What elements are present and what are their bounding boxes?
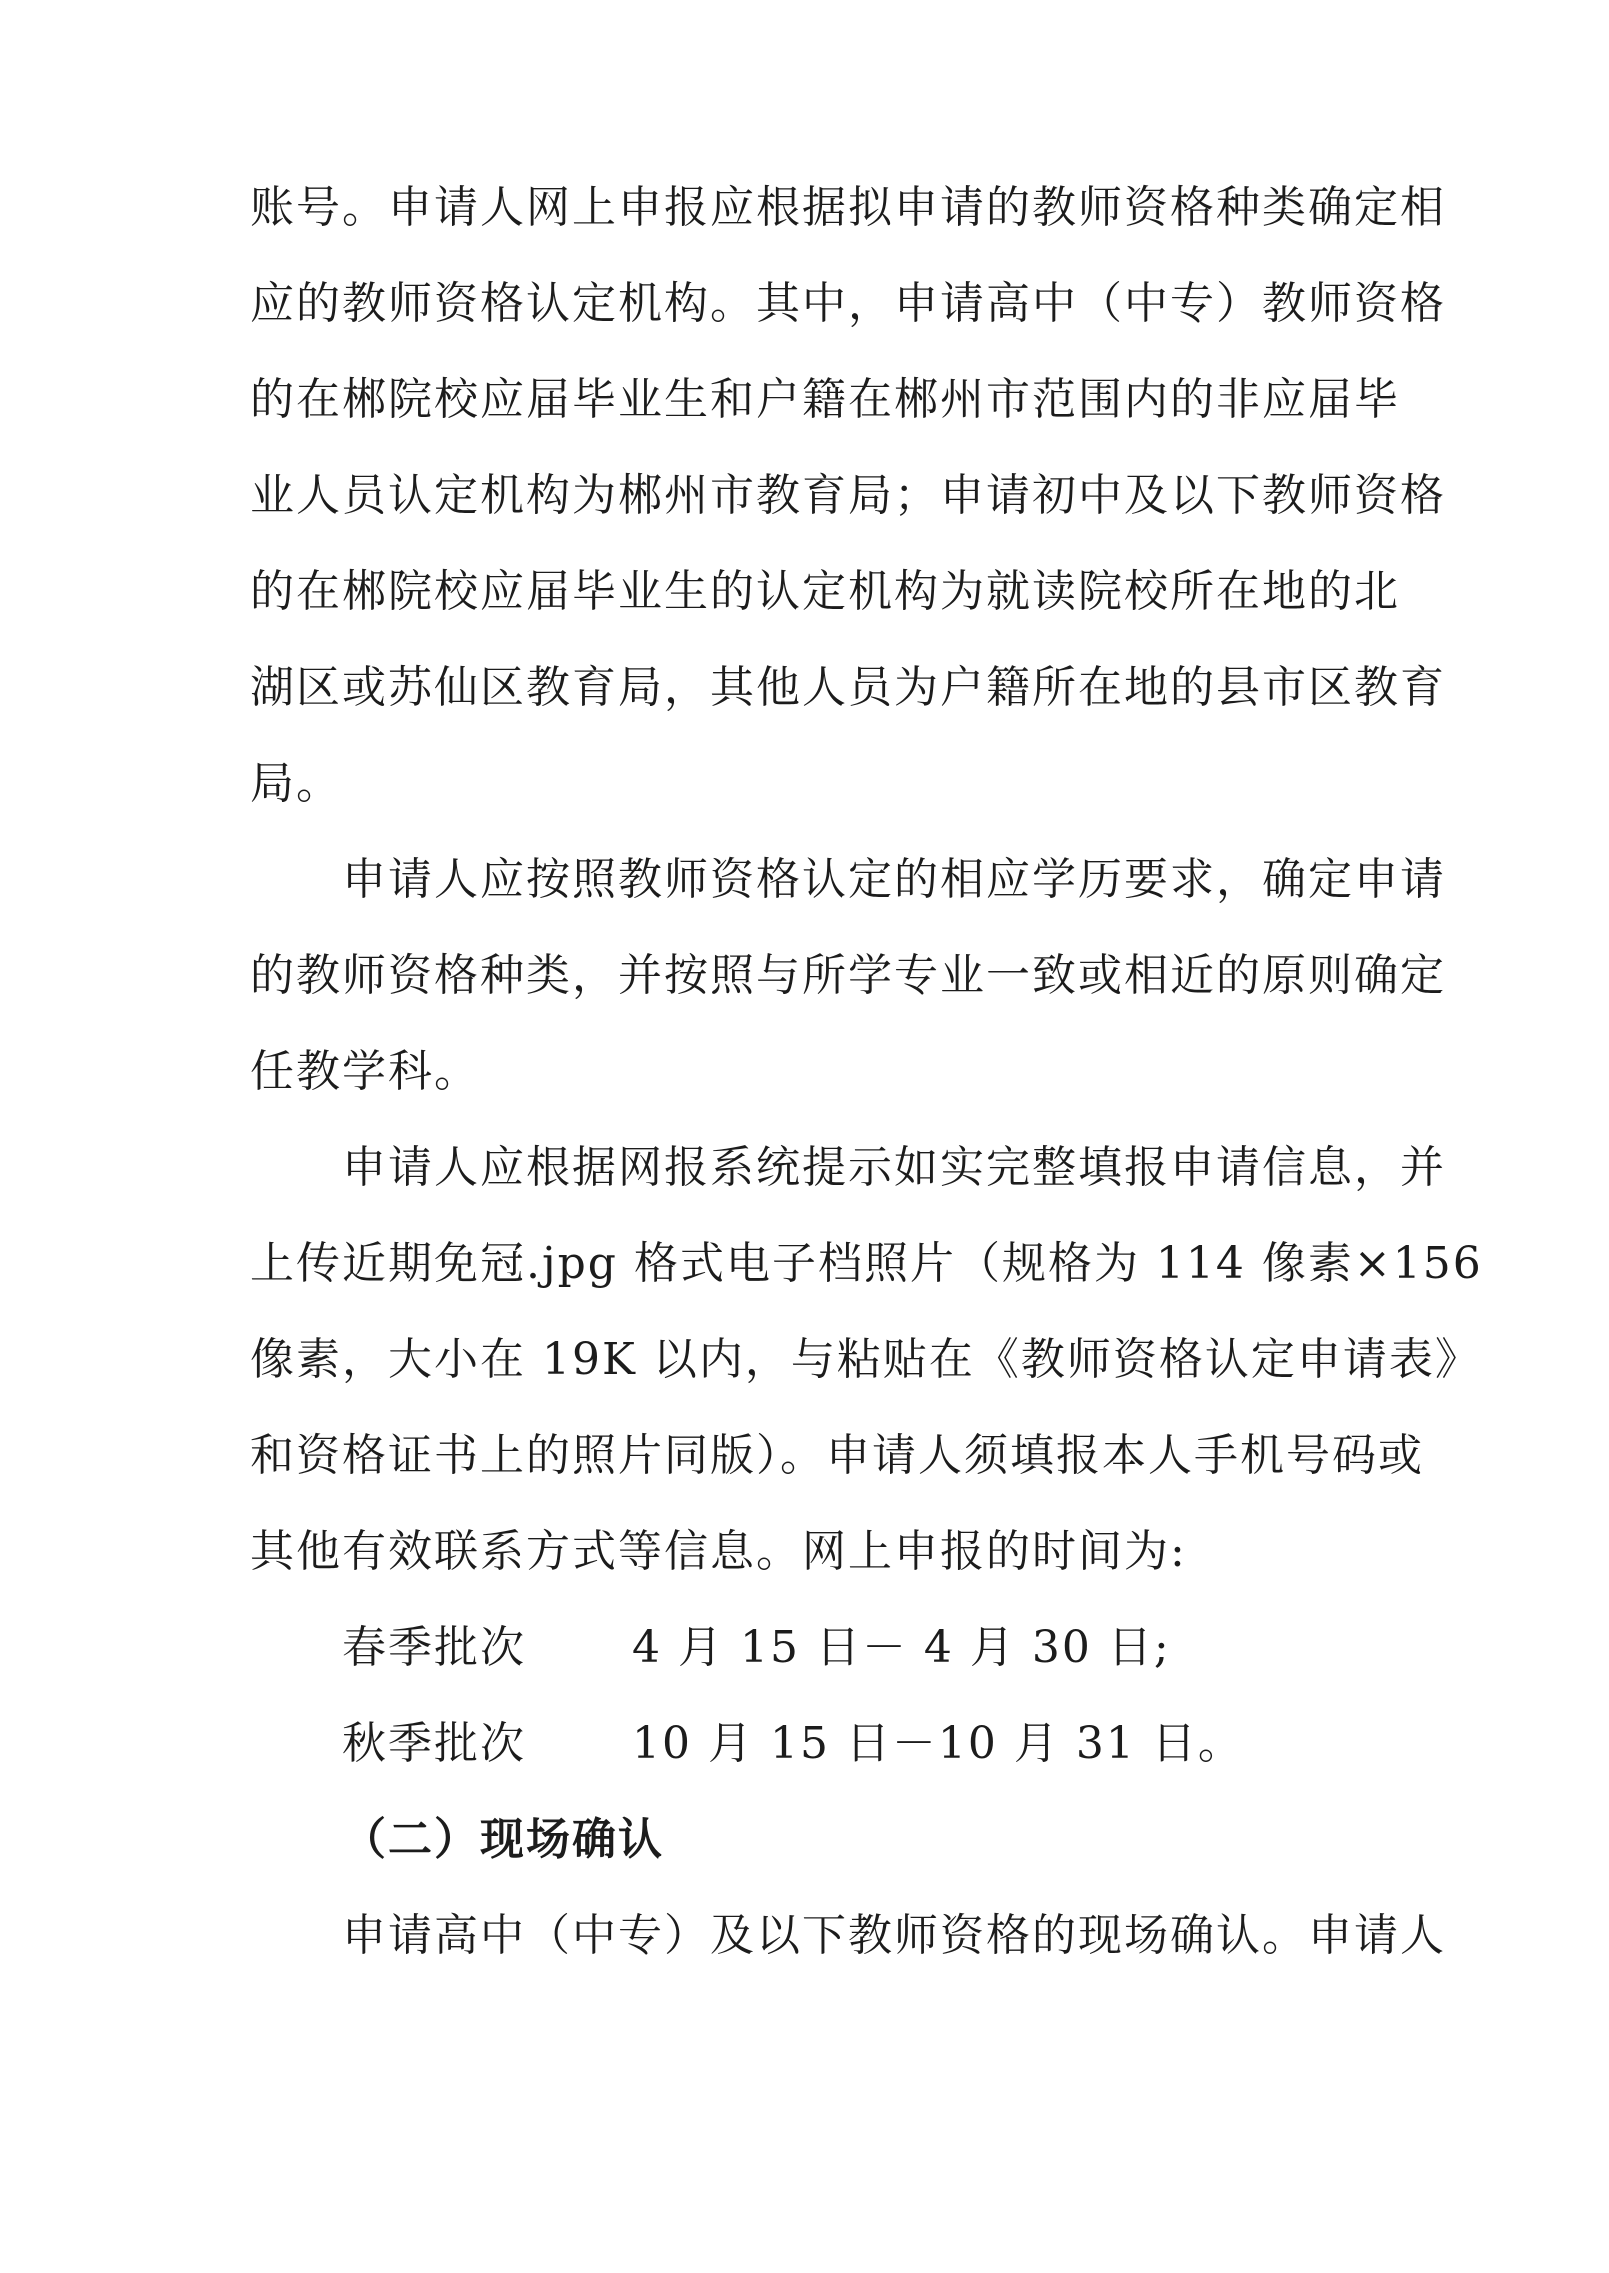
schedule-label: 秋季批次	[342, 1718, 526, 1769]
schedule-label: 春季批次	[342, 1622, 526, 1673]
paragraph-line: 像素，大小在 19K 以内，与粘贴在《教师资格认定申请表》	[250, 1334, 1481, 1385]
schedule-dates: 10 月 15 日－10 月 31 日。	[632, 1718, 1244, 1769]
schedule-dates: 4 月 15 日－ 4 月 30 日;	[632, 1622, 1171, 1673]
section-heading: （二）现场确认	[342, 1814, 664, 1865]
paragraph-line: 湖区或苏仙区教育局，其他人员为户籍所在地的县市区教育	[250, 662, 1446, 713]
schedule-row	[342, 1600, 1242, 1696]
paragraph-line: 的教师资格种类，并按照与所学专业一致或相近的原则确定	[250, 950, 1446, 1001]
paragraph-line: 申请人应根据网报系统提示如实完整填报申请信息，并	[342, 1142, 1446, 1193]
paragraph-line: 申请高中（中专）及以下教师资格的现场确认。申请人	[342, 1910, 1446, 1961]
paragraph-line: 业人员认定机构为郴州市教育局；申请初中及以下教师资格	[250, 470, 1446, 521]
paragraph-line: 任教学科。	[250, 1046, 480, 1097]
paragraph-line: 的在郴院校应届毕业生和户籍在郴州市范围内的非应届毕	[250, 374, 1400, 425]
paragraph-line: 的在郴院校应届毕业生的认定机构为就读院校所在地的北	[250, 566, 1400, 617]
paragraph-line: 上传近期免冠.jpg 格式电子档照片（规格为 114 像素×156	[250, 1238, 1483, 1289]
paragraph-line: 和资格证书上的照片同版）。申请人须填报本人手机号码或	[250, 1430, 1424, 1481]
paragraph-line: 应的教师资格认定机构。其中，申请高中（中专）教师资格	[250, 278, 1446, 329]
paragraph-line: 局。	[250, 758, 342, 809]
schedule-row	[342, 1696, 1242, 1792]
paragraph-line: 其他有效联系方式等信息。网上申报的时间为:	[250, 1526, 1187, 1577]
paragraph-line: 账号。申请人网上申报应根据拟申请的教师资格种类确定相	[250, 182, 1446, 233]
paragraph-line: 申请人应按照教师资格认定的相应学历要求，确定申请	[342, 854, 1446, 905]
